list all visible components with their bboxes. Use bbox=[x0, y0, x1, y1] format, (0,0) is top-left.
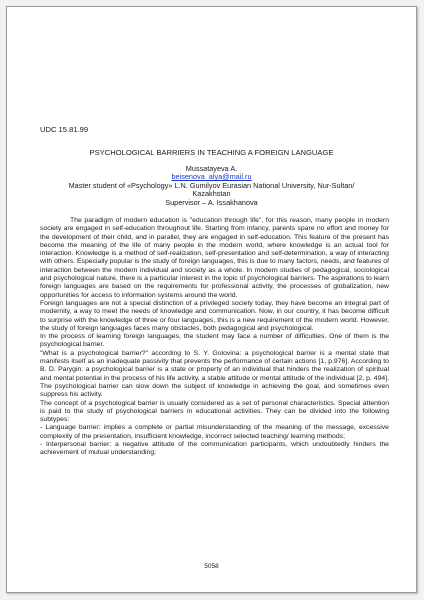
author-country: Kazakhstan bbox=[192, 189, 231, 199]
author-block bbox=[7, 165, 416, 207]
body-text bbox=[40, 217, 389, 458]
supervisor-line: Supervisor – A. Issakhanova bbox=[165, 197, 258, 207]
page-number: 5058 bbox=[204, 563, 219, 570]
list-item: - Interpersonal barrier: a negative attitude of the communication participants, which undoubtedly hinders the achievement of mutual understanding; bbox=[40, 441, 389, 457]
paragraph: The concept of a psychological barrier is usually considered as a set of personal characteristics. Special attention is paid to the study of psychological barriers in educational activities. They can be divided into the following subtypes: bbox=[40, 399, 389, 424]
udc-code: UDC 15.81.99 bbox=[40, 125, 89, 134]
paragraph: In the process of learning foreign languages, the student may face a number of difficulties. One of them is the psychological barrier. bbox=[40, 333, 389, 349]
author-affiliation: Master student of «Psychology» L.N. Gumilyov Eurasian National University, Nur-Sultan/ bbox=[68, 180, 355, 190]
paragraph: The paradigm of modern education is "education through life", for this reason, many people in modern society are engaged in self-education throughout life. Starting from infancy, parents spare no effort and money for the development of their child, and in parallel, they are engaged in self-education. This feature of the present has become the meaning of the life of many people in the modern world, where knowledge is an actual tool for interaction. Knowledge is a method of self-realization, self-presentation and self-determination, a way of interacting with others. Especially popular is the study of foreign languages, this is due to many factors, needs, and features of interaction between the modern individual and society as a whole. In modern studies of pedagogical, sociological and psychological nature, there is a particular interest in the topic of psychological barriers. The aspirations to learn foreign languages are based on the requirements for professional activity, the processes of globalization, new opportunities for access to information systems around the world. bbox=[40, 217, 389, 299]
paragraph: Foreign languages are not a special distinction of a privileged society today, they have become an integral part of modernity, a way to meet the needs of knowledge and communication. Now, in our country, it has become difficult to surprise with the knowledge of three or four languages, this is a new requirement of the modern world. However, the study of foreign languages faces many obstacles, both pedagogical and psychological. bbox=[40, 299, 389, 332]
paragraph: "What is a psychological barrier?" according to S. Y. Golovina: a psychological barrier is a mental state that manifests itself as an inadequate passivity that prevents the performance of certain actions [1, p.976]. According to B. D. Parygin: a psychological barrier is a state or property of an individual that hinders the realization of spiritual and mental potential in the process of his life activity, a stable attitude or mental attitude of the individual [2, p. 494]. The psychological barrier can slow down the subject of knowledge in achieving the goal, and sometimes even suppress his activity. bbox=[40, 349, 389, 399]
document-page bbox=[6, 6, 417, 593]
paper-title: PSYCHOLOGICAL BARRIERS IN TEACHING A FOREIGN LANGUAGE bbox=[89, 148, 334, 157]
author-name: Mussatayeva A. bbox=[185, 164, 238, 173]
author-email-link[interactable]: beisenova_alya@mail.ru bbox=[171, 172, 252, 182]
list-item: - Language barrier: implies a complete or partial misunderstanding of the meaning of the message, excessive complexity of the presentation, insufficient knowledge, incorrect selected teaching/ learning methods; bbox=[40, 424, 389, 440]
